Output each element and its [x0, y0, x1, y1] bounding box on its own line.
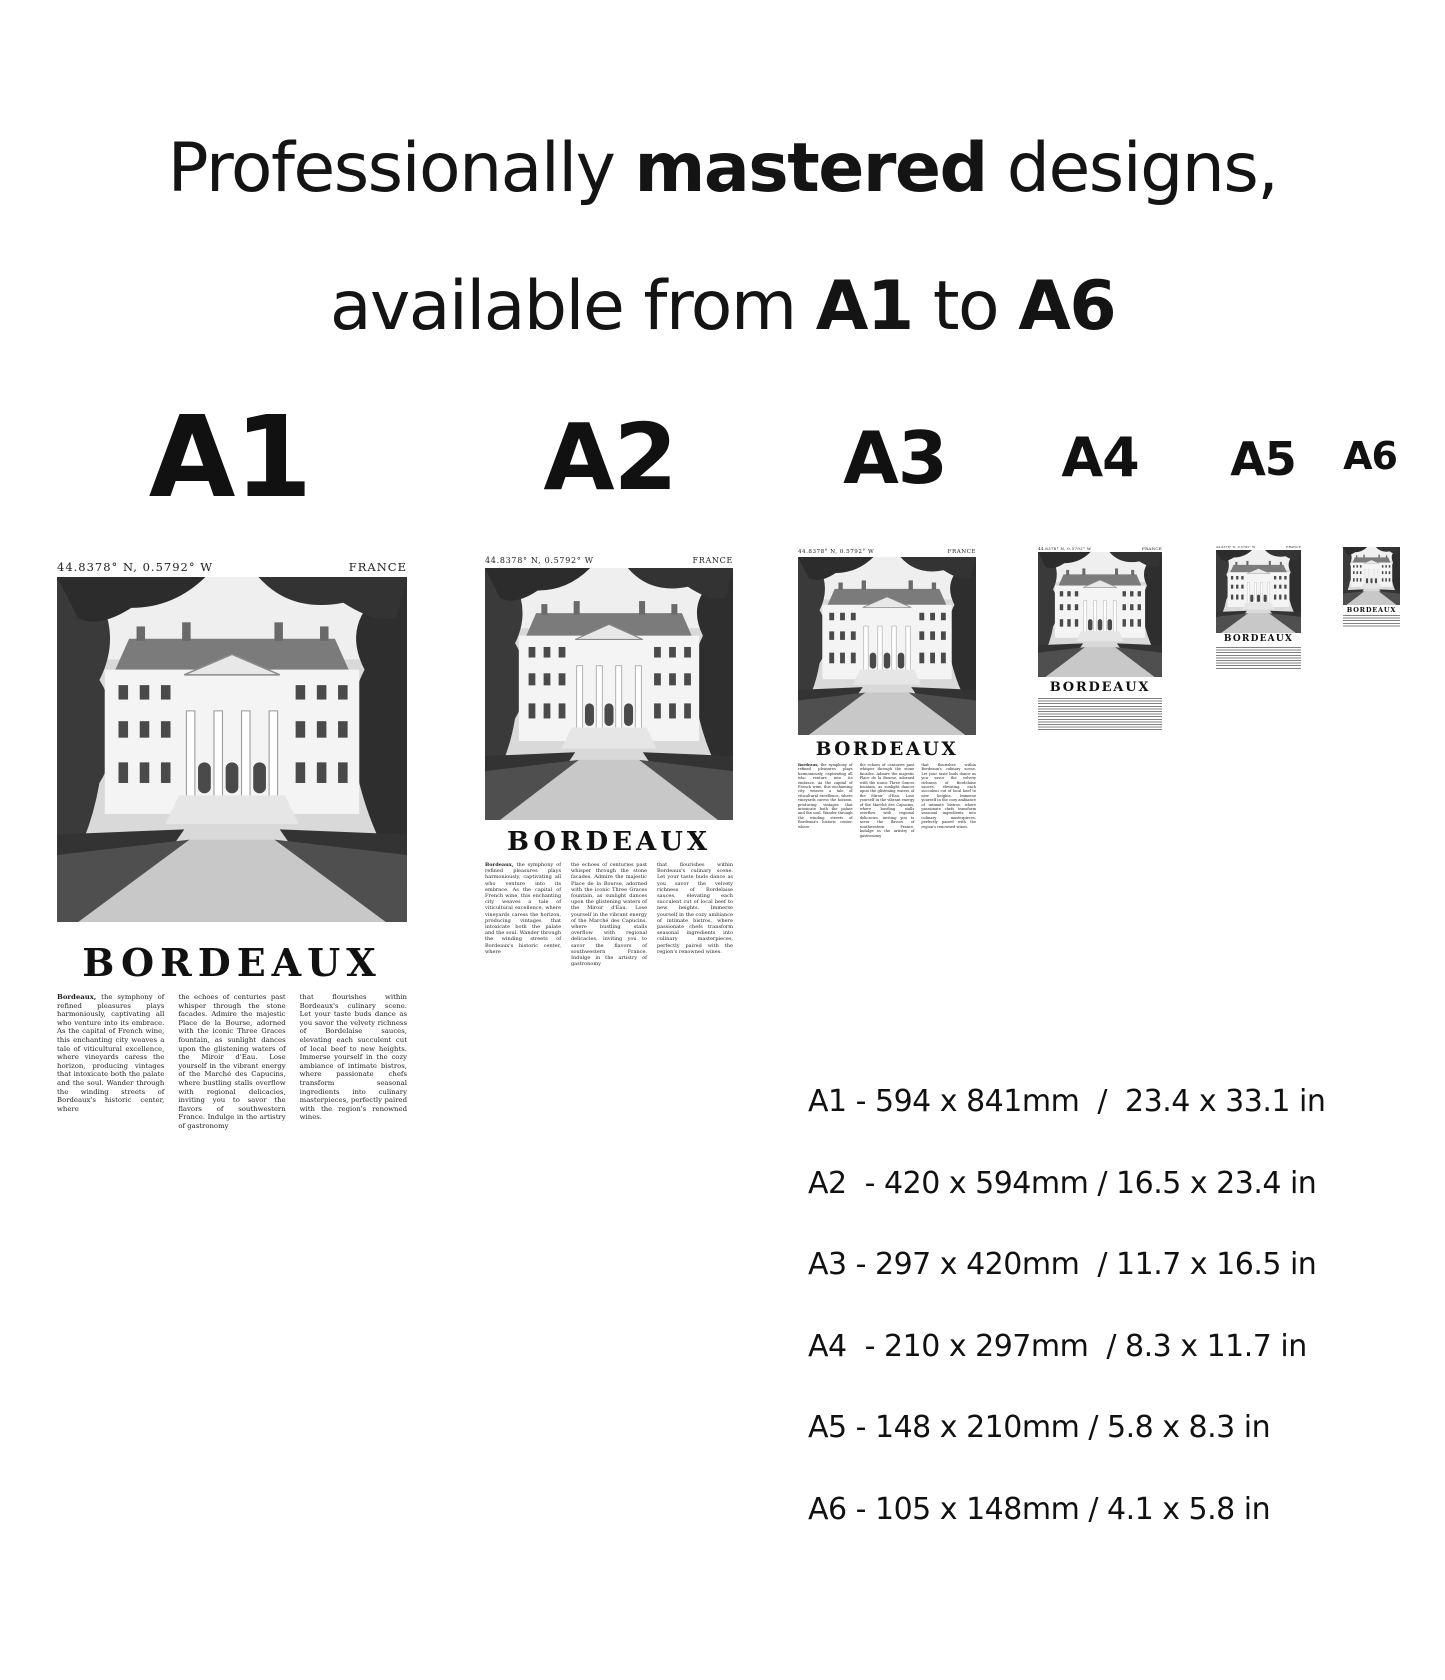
headline: [0, 100, 1445, 376]
spec-a2: A2 - 420 x 594mm / 16.5 x 23.4 in: [808, 1165, 1317, 1201]
poster-photo: [485, 568, 733, 820]
poster-coordinates: 44.8378° N, 0.5792° W: [798, 549, 875, 555]
body-col-3: that flourishes within Bordeaux's culinary scene. Let your taste buds dance as you savor the velvety richness of Bordelaise sauces, elevating each succulent cut of local beef to new heights. Immerse yourself in the cozy ambiance of intimate bistros, where passionate chefs transform seasonal ingredients into culinary masterpieces, perfectly paired with the region's renowned wines.: [656, 862, 733, 955]
poster-a1: [57, 560, 407, 1130]
poster-body-text: [1343, 615, 1400, 628]
chateau-photo: [1216, 550, 1301, 633]
size-label-a3: A3: [843, 416, 947, 500]
poster-photo: [1216, 550, 1301, 633]
body-col-2: the echoes of centuries past whisper through the stone facades. Admire the majestic Place de la Bourse, adorned with the iconic Three Graces fountain, as sunlight dances upon the glistening waters of the Miroir d'Eau. Lose yourself in the vibrant energy of the Marché des Capucins, where bustling stalls overflow with regional delicacies, inviting you to savor the flavors of southwestern France. Indulge in the artistry of gastronomy: [178, 993, 286, 1130]
poster-body-text: [1216, 647, 1301, 669]
body-col-1: Bordeaux, the symphony of refined pleasures plays harmoniously, captivating all who venture into its embrace. As the capital of French wine, this enchanting city weaves a tale of viticultural excellence, where vineyards caress the horizon, producing vintages that intoxicate both the palate and the soul. Wander through the winding streets of Bordeaux's historic center, where: [57, 993, 165, 1113]
poster-title: BORDEAUX: [815, 739, 959, 760]
poster-meta: [485, 556, 733, 565]
spec-a6: A6 - 105 x 148mm / 4.1 x 5.8 in: [808, 1491, 1271, 1527]
body-col-2: the echoes of centuries past whisper through the stone facades. Admire the majestic Place de la Bourse, adorned with the iconic Three Graces fountain, as sunlight dances upon the glistening waters of the Miroir d'Eau. Lose yourself in the vibrant energy of the Marché des Capucins, where bustling stalls overflow with regional delicacies, inviting you to savor the flavors of southwestern France. Indulge in the artistry of gastronomy: [859, 763, 915, 838]
chateau-photo: [1343, 547, 1400, 605]
poster-title: BORDEAUX: [1223, 634, 1294, 644]
poster-title: BORDEAUX: [1346, 606, 1397, 614]
size-spec-list: [808, 1082, 1325, 1571]
poster-a2: [485, 556, 733, 968]
poster-coordinates: 44.8378° N, 0.5792° W: [57, 560, 214, 574]
size-label-a5: A5: [1230, 432, 1296, 486]
poster-body: [798, 763, 976, 838]
poster-photo: [57, 577, 407, 922]
poster-a6: [1343, 545, 1400, 629]
spec-a3: A3 - 297 x 420mm / 11.7 x 16.5 in: [808, 1247, 1317, 1282]
poster-coordinates: 44.8378° N, 0.5792° W: [1216, 545, 1256, 549]
poster-country: FRANCE: [1286, 545, 1301, 549]
poster-coordinates: 44.8378° N, 0.5792° W: [1038, 546, 1092, 551]
poster-body: [485, 862, 733, 968]
poster-meta: [1038, 546, 1162, 551]
spec-a1: A1 - 594 x 841mm / 23.4 x 33.1 in: [808, 1084, 1326, 1119]
headline-line-1: Professionally mastered designs,: [167, 129, 1278, 208]
size-label-a6: A6: [1343, 434, 1397, 478]
poster-a5: [1216, 545, 1301, 670]
chateau-photo: [485, 568, 733, 820]
body-col-2: the echoes of centuries past whisper through the stone facades. Admire the majestic Place de la Bourse, adorned with the iconic Three Graces fountain, as sunlight dances upon the glistening waters of the Miroir d'Eau. Lose yourself in the vibrant energy of the Marché des Capucins, where bustling stalls overflow with regional delicacies, inviting you to savor the flavors of southwestern France. Indulge in the artistry of gastronomy: [570, 862, 648, 968]
poster-photo: [1343, 547, 1400, 605]
poster-title: BORDEAUX: [506, 827, 712, 857]
poster-body-text: [1038, 698, 1162, 730]
poster-meta: [1216, 545, 1301, 549]
poster-country: FRANCE: [348, 560, 407, 574]
poster-meta: [57, 560, 407, 574]
chateau-photo: [57, 577, 407, 922]
poster-photo: [1038, 552, 1162, 677]
poster-photo: [798, 557, 976, 735]
poster-country: FRANCE: [1142, 546, 1162, 551]
poster-title: BORDEAUX: [1049, 680, 1151, 695]
headline-line-2: available from A1 to A6: [329, 267, 1116, 346]
chateau-photo: [798, 557, 976, 735]
poster-country: FRANCE: [947, 549, 976, 555]
size-label-a4: A4: [1061, 426, 1139, 489]
poster-title: BORDEAUX: [82, 940, 382, 985]
size-label-a1: A1: [148, 393, 312, 523]
poster-a3: [798, 549, 976, 838]
body-col-3: that flourishes within Bordeaux's culinary scene. Let your taste buds dance as you savor the velvety richness of Bordelaise sauces, elevating each succulent cut of local beef to new heights. Immerse yourself in the cozy ambiance of intimate bistros, where passionate chefs transform seasonal ingredients into culinary masterpieces, perfectly paired with the region's renowned wines.: [299, 993, 407, 1122]
body-col-1: Bordeaux, the symphony of refined pleasures plays harmoniously, captivating all who venture into its embrace. As the capital of French wine, this enchanting city weaves a tale of viticultural excellence, where vineyards caress the horizon, producing vintages that intoxicate both the palate and the soul. Wander through the winding streets of Bordeaux's historic center, where: [798, 763, 853, 829]
size-label-a2: A2: [543, 404, 677, 511]
poster-coordinates: 44.8378° N, 0.5792° W: [485, 556, 594, 565]
spec-a4: A4 - 210 x 297mm / 8.3 x 11.7 in: [808, 1328, 1307, 1364]
poster-a4: [1038, 546, 1162, 732]
chateau-photo: [1038, 552, 1162, 677]
spec-a5: A5 - 148 x 210mm / 5.8 x 8.3 in: [808, 1410, 1271, 1445]
poster-meta: [798, 549, 976, 555]
poster-body: [57, 993, 407, 1130]
body-col-3: that flourishes within Bordeaux's culinary scene. Let your taste buds dance as you savor the velvety richness of Bordelaise sauces, elevating each succulent cut of local beef to new heights. Immerse yourself in the cozy ambiance of intimate bistros, where passionate chefs transform seasonal ingredients into culinary masterpieces, perfectly paired with the region's renowned wines.: [921, 763, 976, 829]
poster-country: FRANCE: [692, 556, 733, 565]
body-col-1: Bordeaux, the symphony of refined pleasures plays harmoniously, captivating all who venture into its embrace. As the capital of French wine, this enchanting city weaves a tale of viticultural excellence, where vineyards caress the horizon, producing vintages that intoxicate both the palate and the soul. Wander through the winding streets of Bordeaux's historic center, where: [485, 862, 562, 955]
